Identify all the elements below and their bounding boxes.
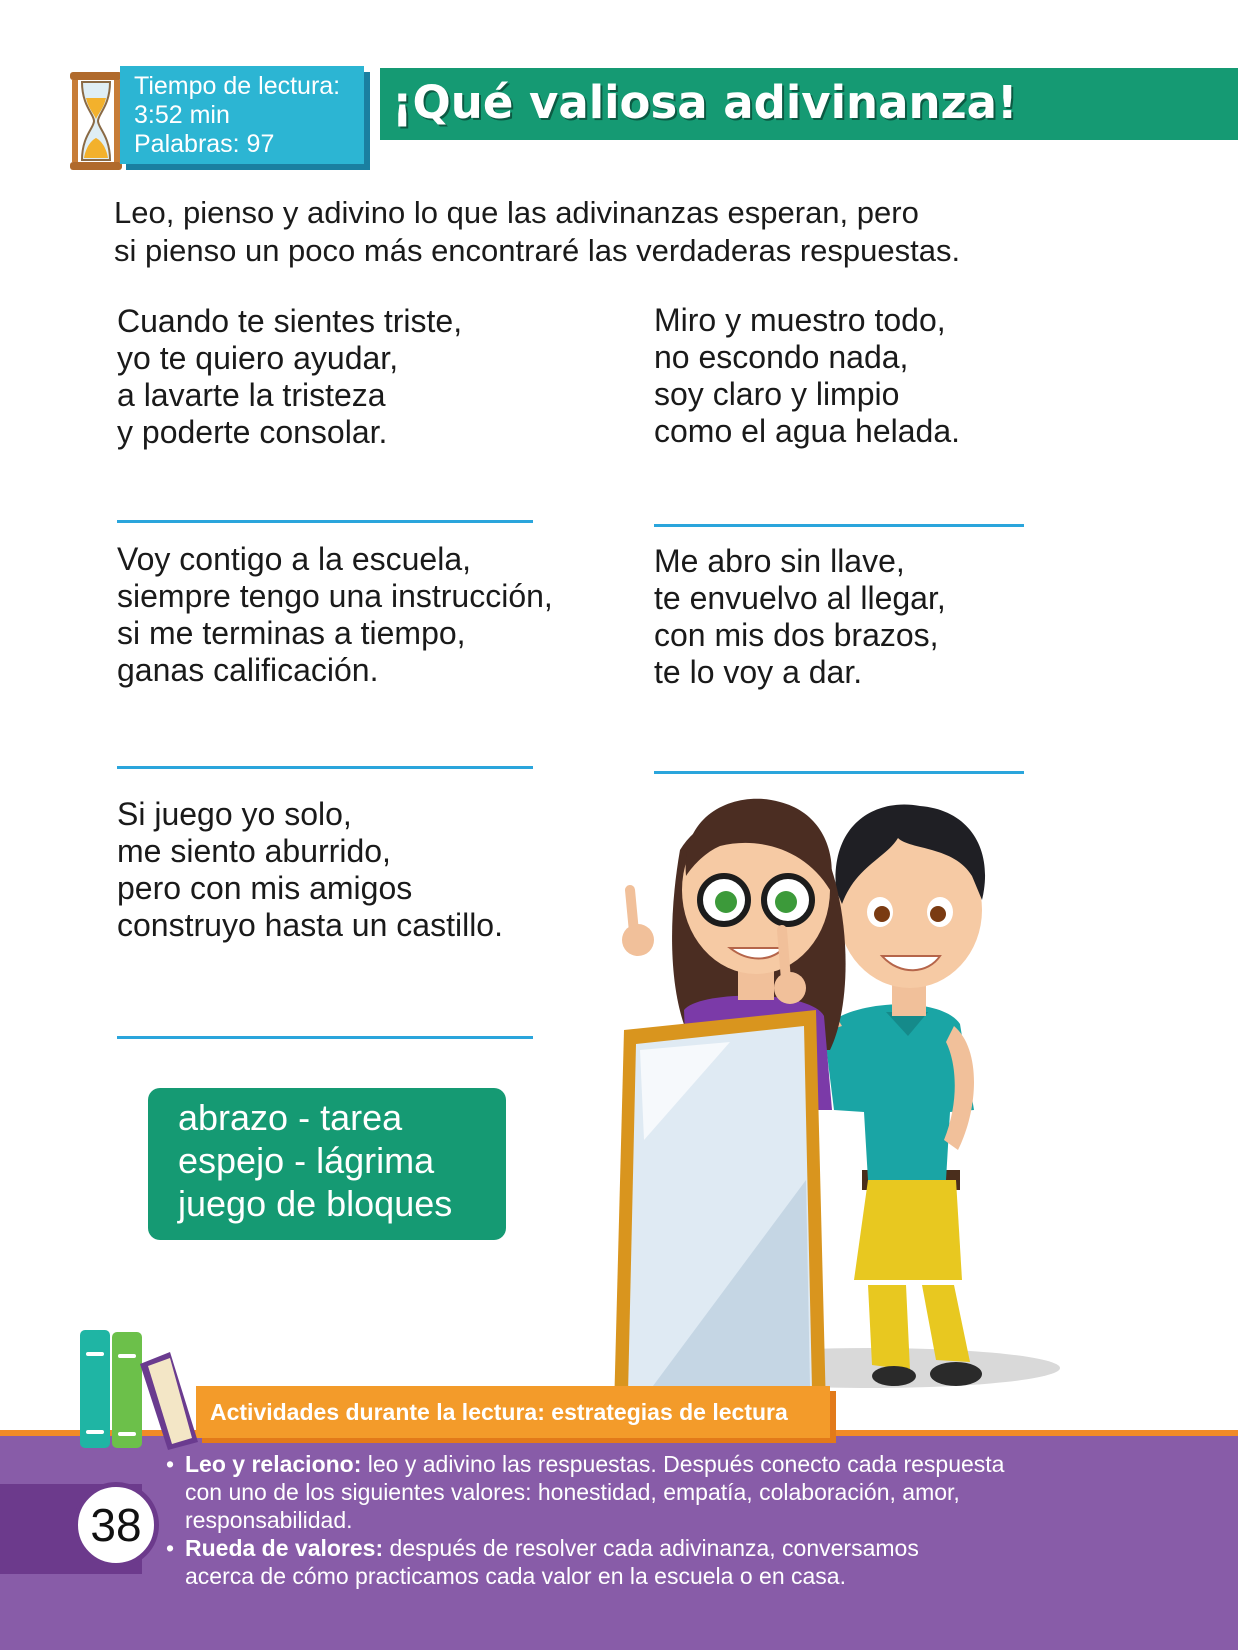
riddle-line: siempre tengo una instrucción, (117, 578, 553, 614)
riddle-line: construyo hasta un castillo. (117, 907, 503, 943)
riddle-line: Si juego yo solo, (117, 796, 352, 832)
page-number: 38 (73, 1482, 159, 1568)
answer-line-5[interactable] (117, 1036, 533, 1039)
riddle-line: como el agua helada. (654, 413, 960, 449)
riddle-line: Me abro sin llave, (654, 543, 905, 579)
riddle-4 (654, 543, 946, 691)
mirror-figure (610, 1010, 830, 1420)
reading-info-box (120, 66, 364, 164)
activity-text: responsabilidad. (185, 1507, 353, 1533)
riddle-line: te lo voy a dar. (654, 654, 863, 690)
bullet: • (166, 1535, 175, 1561)
riddle-3 (117, 541, 553, 689)
bullet: • (166, 1451, 175, 1477)
activity-label: Leo y relaciono: (185, 1451, 362, 1477)
answer-option: espejo - lágrima (178, 1140, 435, 1181)
answer-option: abrazo - tarea (178, 1097, 403, 1138)
activity-text: después de resolver cada adivinanza, conversamos (389, 1535, 919, 1561)
answer-line-1[interactable] (117, 520, 533, 523)
page-title: ¡Qué valiosa adivinanza! (392, 76, 1018, 129)
reading-time-value: 3:52 min (134, 101, 230, 129)
activity-text: con uno de los siguientes valores: honestidad, empatía, colaboración, amor, (185, 1479, 960, 1505)
riddle-line: no escondo nada, (654, 339, 909, 375)
riddle-1 (117, 303, 462, 451)
activities-title: Actividades durante la lectura: estrategias de lectura (210, 1399, 788, 1425)
riddle-line: a lavarte la tristeza (117, 377, 386, 413)
hourglass-icon (68, 72, 124, 170)
intro-text (114, 194, 1114, 270)
riddle-line: me siento aburrido, (117, 833, 391, 869)
riddle-line: Voy contigo a la escuela, (117, 541, 472, 577)
reading-time-label: Tiempo de lectura: (134, 72, 341, 100)
riddle-line: ganas calificación. (117, 652, 379, 688)
riddle-line: te envuelvo al llegar, (654, 580, 946, 616)
intro-line: si pienso un poco más encontraré las verdaderas respuestas. (114, 233, 961, 268)
riddle-line: soy claro y limpio (654, 376, 900, 412)
list-item (166, 1450, 1096, 1534)
answer-line-2[interactable] (654, 524, 1024, 527)
activity-text: leo y adivino las respuestas. Después conecto cada respuesta (367, 1451, 1005, 1477)
riddle-2 (654, 302, 960, 450)
books-icon (78, 1330, 208, 1450)
answer-line-3[interactable] (117, 766, 533, 769)
intro-line: Leo, pienso y adivino lo que las adivinanzas esperan, pero (114, 195, 919, 230)
riddle-5 (117, 796, 503, 944)
riddle-line: Cuando te sientes triste, (117, 303, 463, 339)
riddle-line: con mis dos brazos, (654, 617, 939, 653)
riddle-line: yo te quiero ayudar, (117, 340, 399, 376)
activities-list (166, 1450, 1096, 1590)
riddle-line: Miro y muestro todo, (654, 302, 946, 338)
riddle-line: si me terminas a tiempo, (117, 615, 466, 651)
word-count: Palabras: 97 (134, 130, 275, 158)
riddle-line: y poderte consolar. (117, 414, 388, 450)
riddle-line: pero con mis amigos (117, 870, 413, 906)
activity-label: Rueda de valores: (185, 1535, 384, 1561)
list-item (166, 1534, 1096, 1590)
activity-text: acerca de cómo practicamos cada valor en la escuela o en casa. (185, 1563, 846, 1589)
answer-option: juego de bloques (178, 1183, 453, 1224)
kids-with-mirror-illustration (610, 780, 1070, 1420)
answer-line-4[interactable] (654, 771, 1024, 774)
answer-options-box (148, 1088, 506, 1240)
